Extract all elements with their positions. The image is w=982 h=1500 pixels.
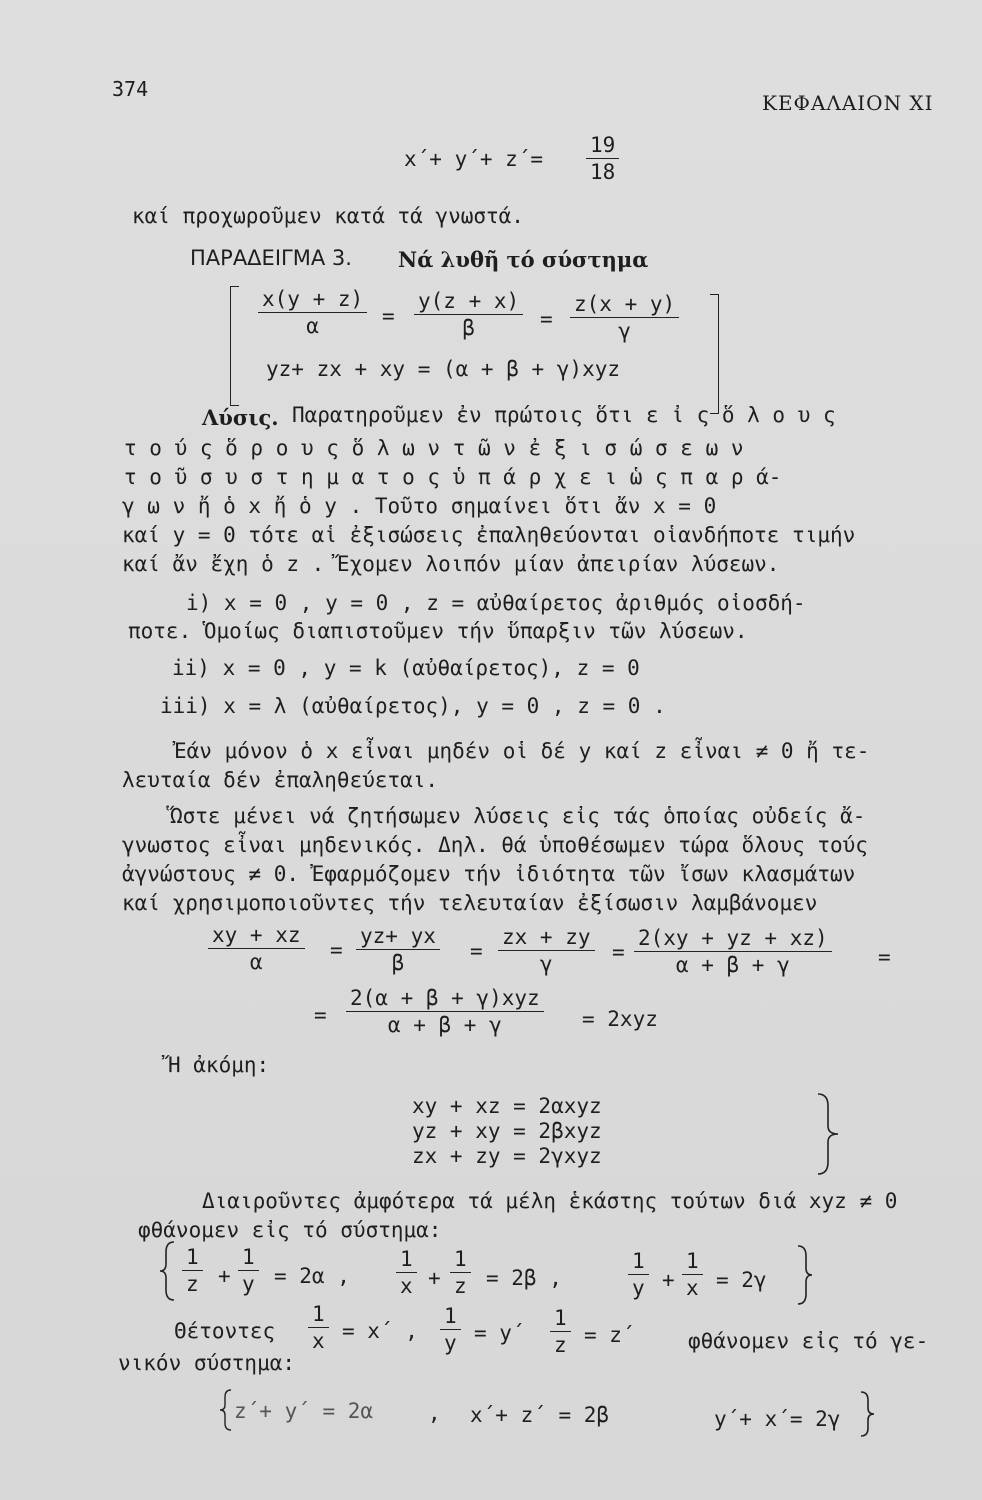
para2-line-2: λευταία δέν ἐπαληθεύεται. (122, 768, 439, 792)
system1-fraction-1: $\frac{x(y + z)}{\alpha}$ (258, 287, 367, 338)
proceed-text: καί προχωροῦμεν κατά τά γνωστά. (132, 204, 524, 228)
system2-line-3: zx + zy = 2γxyz (412, 1144, 602, 1168)
ratio-eq-3: = (612, 940, 625, 964)
ratio-2: $\frac{yz+ yx}{\beta}$ (356, 924, 440, 975)
ratio-5: 2(α + β + γ)xyz α + β + γ (346, 986, 544, 1037)
para3-line-4: καί χρησιμοποιοῦντες τήν τελευταίαν ἐξίσωσιν λαμβάνομεν (122, 891, 818, 915)
final-right-brace (858, 1390, 876, 1438)
final-eq-2: x΄+ z΄ = 2β (470, 1403, 610, 1427)
system1-eq-2: = (540, 307, 553, 331)
system2-line-1: xy + xz = 2αxyz (412, 1094, 602, 1118)
case-i-line-1: i) x = 0 , y = 0 , z = αὐθαίρετος ἀριθμός οἱοσδή- (186, 591, 806, 615)
final-left-brace (218, 1388, 234, 1432)
para3-line-3: ἀγνώστους ≠ 0. Ἐφαρμόζομεν τήν ἰδιότητα τῶν ἴσων κλασμάτων (122, 862, 856, 886)
or-label: Ἤ ἀκόμη: (168, 1053, 270, 1077)
system1-eq-1: = (382, 304, 395, 328)
para3-line-1: Ὥστε μένει νά ζητήσωμεν λύσεις εἰς τάς ὁποίας οὐδείς ἄ- (170, 804, 866, 828)
system1-line-2: yz+ zx + xy = (α + β + γ)xyz (266, 357, 621, 381)
system3-frac-1y: $\frac{1}{y}$ (238, 1245, 259, 1296)
system2-line-2: yz + xy = 2βxyz (412, 1119, 602, 1143)
system1-left-bracket (230, 286, 239, 406)
ratio-result: = 2xyz (582, 1007, 658, 1031)
solution-line-2: τ ο ύ ς ὅ ρ ο υ ς ὅ λ ω ν τ ῶ ν ἐ ξ ι σ ώ σ ε ω ν (124, 436, 744, 460)
eq-top-denominator: 18 (590, 160, 616, 184)
ratio-eq-1: = (330, 938, 343, 962)
setting-zprime: = z΄ (584, 1323, 635, 1347)
ratio-3: $\frac{zx + zy}{\gamma}$ (498, 925, 595, 976)
system1-fraction-2: $\frac{y(z + x)}{\beta}$ (414, 289, 523, 340)
page-number: 374 (112, 77, 149, 101)
case-ii: ii) x = 0 , y = k (αὐθαίρετος), z = 0 (172, 656, 640, 680)
solution-line-5: καί y = 0 τότε αἱ ἐξισώσεις ἐπαληθεύονται οἱανδήποτε τιμήν (122, 523, 856, 547)
solution-line-3: τ ο ῦ σ υ σ τ η μ α τ ο ς ὑ π ά ρ χ ε ι ὡ ς π α ρ ά- (124, 465, 782, 489)
solution-line-4: γ ω ν ἤ ὁ x ἤ ὁ y . Τοῦτο σημαίνει ὅτι ἄν x = 0 (122, 494, 717, 518)
system3-left-brace (158, 1240, 178, 1302)
system3-frac-2z: $\frac{1}{z}$ (450, 1247, 471, 1298)
setting-frac-x: $\frac{1}{x}$ (308, 1302, 329, 1353)
system1-right-bracket (710, 294, 719, 414)
ratio-1: $\frac{xy + xz}{\alpha}$ (208, 923, 305, 974)
divide-line-2: φθάνομεν εἰς τό σύστημα: (138, 1218, 442, 1242)
final-eq-3: y΄+ x΄= 2γ (714, 1407, 841, 1431)
para3-line-2: γνωστος εἶναι μηδενικός. Δηλ. θά ὑποθέσωμεν τώρα ὅλους τούς (122, 833, 868, 857)
setting-label: Θέτοντες (174, 1319, 276, 1343)
case-i-line-2: ποτε. Ὁμοίως διαπιστοῦμεν τήν ὕπαρξιν τῶν λύσεων. (128, 619, 748, 643)
example-title: Νά λυθῆ τό σύστημα (398, 247, 649, 272)
system3-plus-2: + (428, 1266, 441, 1290)
system3-frac-2x: $\frac{1}{x}$ (396, 1247, 417, 1298)
system2-right-brace (814, 1092, 844, 1176)
setting-line-2: νικόν σύστημα: (118, 1351, 296, 1375)
system1-fraction-3: $\frac{z(x + y)}{\gamma}$ (570, 292, 679, 343)
setting-yprime: = y΄ (474, 1321, 525, 1345)
system3-frac-3x: $\frac{1}{x}$ (682, 1249, 703, 1300)
setting-xprime: = x΄ , (342, 1319, 418, 1343)
eq-top-lhs: x΄+ y΄+ z΄= (404, 147, 544, 171)
final-eq-1: z΄+ y΄ = 2α (234, 1399, 374, 1423)
ratio-eq-4: = (878, 945, 891, 969)
divide-line-1: Διαιροῦντες ἀμφότερα τά μέλη ἑκάστης τούτων διά xyz ≠ 0 (202, 1189, 898, 1213)
system3-right-brace (794, 1244, 814, 1306)
setting-frac-y: $\frac{1}{y}$ (440, 1304, 461, 1355)
final-sep: , (428, 1401, 441, 1425)
example-label: ΠΑΡΑΔΕΙΓΜΑ 3. (190, 246, 352, 270)
system3-frac-3y: $\frac{1}{y}$ (628, 1249, 649, 1300)
system3-eq-1: = 2α , (274, 1264, 350, 1288)
eq-top-numerator: 19 (586, 133, 619, 159)
system3-eq-3: = 2γ (716, 1268, 767, 1292)
setting-frac-z: $\frac{1}{z}$ (550, 1306, 571, 1357)
solution-line-1: Παρατηροῦμεν ἐν πρώτοις ὅτι ε ἰ ς ὅ λ ο υ ς (292, 403, 836, 427)
eq-top-fraction (586, 133, 619, 184)
system3-plus-1: + (218, 1264, 231, 1288)
para2-line-1: Ἐάν μόνον ὁ x εἶναι μηδέν οἱ δέ y καί z εἶναι ≠ 0 ἤ τε- (174, 739, 870, 763)
ratio-4: $\frac{2(xy + yz + xz)}{\alpha + \beta + \gamma}$ (634, 926, 832, 977)
ratio-eq-5: = (314, 1003, 327, 1027)
ratio-eq-2: = (470, 939, 483, 963)
system3-frac-1z: $\frac{1}{z}$ (182, 1245, 203, 1296)
solution-label: Λύσις. (202, 405, 279, 430)
chapter-title: ΚΕΦΑΛΑΙΟΝ ΧΙ (762, 91, 934, 115)
solution-line-6: καί ἄν ἔχη ὁ z . Ἔχομεν λοιπόν μίαν ἀπειρίαν λύσεων. (122, 552, 780, 576)
case-iii: iii) x = λ (αὐθαίρετος), y = 0 , z = 0 . (160, 694, 666, 718)
system3-eq-2: = 2β , (486, 1266, 562, 1290)
system3-plus-3: + (662, 1268, 675, 1292)
setting-tail: φθάνομεν εἰς τό γε- (688, 1329, 929, 1353)
